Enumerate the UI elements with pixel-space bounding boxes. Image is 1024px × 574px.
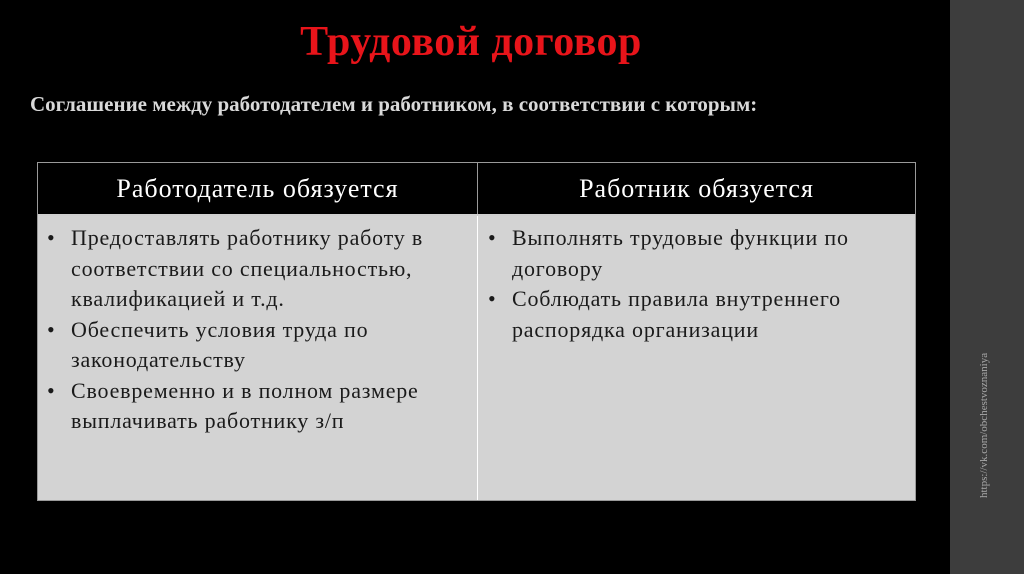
list-item: [38, 223, 477, 315]
list-item: [479, 284, 915, 345]
bullet: •: [47, 377, 56, 403]
header-employer: Работодатель обязуется: [38, 163, 478, 214]
employee-obligations-list: [479, 216, 915, 345]
item-text: Предоставлять работнику работу в соответствии со специальностью, квалификацией и т.д.: [71, 225, 424, 311]
slide-subtitle: Соглашение между работодателем и работником, в соответствии с которым:: [30, 92, 758, 116]
item-text: Соблюдать правила внутреннего распорядка организации: [512, 286, 841, 342]
item-text: Выполнять трудовые функции по договору: [512, 225, 849, 281]
item-text: Своевременно и в полном размере выплачивать работнику з/п: [71, 377, 419, 433]
employer-obligations-list: [38, 216, 477, 437]
table-body-row: [38, 216, 915, 500]
bullet: •: [488, 225, 497, 250]
bullet: •: [47, 316, 56, 342]
list-item: [479, 223, 915, 284]
header-employee: Работник обязуется: [579, 174, 814, 203]
employee-obligations-cell: [479, 216, 915, 500]
employer-obligations-cell: [38, 216, 478, 500]
table-header-row: [38, 163, 915, 216]
list-item: [38, 315, 477, 376]
list-item: [38, 376, 477, 437]
source-url: https://vk.com/obchestvoznaniya: [978, 352, 990, 498]
bullet: •: [488, 286, 497, 311]
item-text: Обеспечить условия труда по законодательству: [71, 316, 369, 372]
obligations-table: [37, 162, 916, 501]
bullet: •: [47, 225, 56, 250]
slide-title: Трудовой договор: [300, 19, 642, 65]
